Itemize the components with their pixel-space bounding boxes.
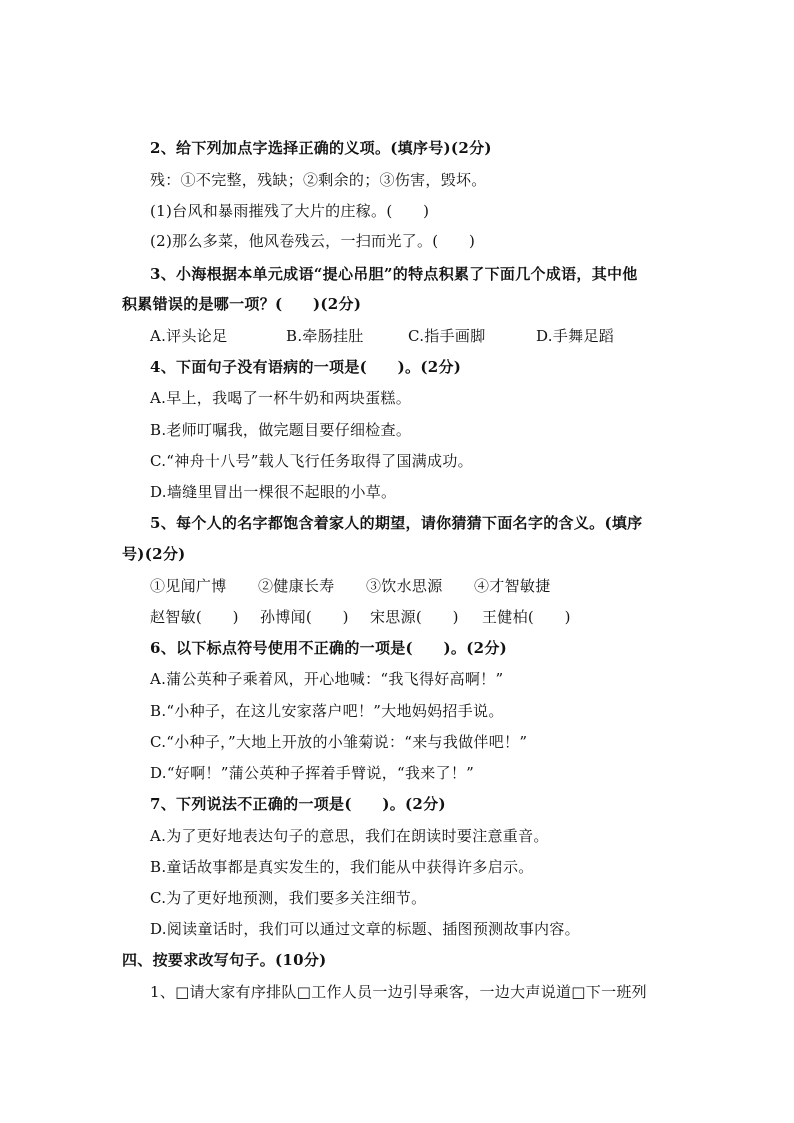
q6-option-d: D.“好啊！”蒲公英种子挥着手臂说，“我来了！” — [150, 764, 475, 782]
q5-title-line2: 号)(2分) — [122, 545, 186, 563]
q3-options — [150, 326, 614, 346]
q2-title: 2、给下列加点字选择正确的义项。(填序号)(2分) — [150, 139, 492, 157]
q5-names — [150, 607, 571, 627]
q2-sentence-2: (2)那么多菜，他风卷残云，一扫而光了。( ) — [150, 232, 476, 250]
q5-name-1: 赵智敏( ) — [150, 608, 239, 626]
q3-option-b: B.牵肠挂肚 — [286, 327, 364, 345]
q3-option-d: D.手舞足蹈 — [536, 327, 615, 345]
q7-option-c: C.为了更好地预测，我们要多关注细节。 — [150, 889, 427, 907]
q7-option-a: A.为了更好地表达句子的意思，我们在朗读时要注意重音。 — [150, 827, 549, 845]
q4-option-c: C.“神舟十八号”载人飞行任务取得了国满成功。 — [150, 452, 473, 470]
q5-meaning-4: ④才智敏捷 — [474, 577, 551, 595]
q3-title-line1: 3、小海根据本单元成语“提心吊胆”的特点积累了下面几个成语，其中他 — [150, 265, 638, 283]
section-4-title: 四、按要求改写句子。(10分) — [122, 951, 327, 969]
q4-title: 4、下面句子没有语病的一项是( )。(2分) — [150, 358, 462, 376]
q5-name-3: 宋思源( ) — [370, 608, 459, 626]
q6-option-a: A.蒲公英种子乘着风，开心地喊：“我飞得好高啊！” — [150, 670, 504, 688]
q2-sentence-1: (1)台风和暴雨摧残了大片的庄稼。( ) — [150, 202, 430, 220]
q7-option-b: B.童话故事都是真实发生的，我们能从中获得许多启示。 — [150, 858, 534, 876]
q7-option-d: D.阅读童话时，我们可以通过文章的标题、插图预测故事内容。 — [150, 920, 580, 938]
q2-definition: 残：①不完整，残缺；②剩余的；③伤害，毁坏。 — [150, 171, 487, 189]
q4-option-b: B.老师叮嘱我，做完题目要仔细检查。 — [150, 421, 412, 439]
q3-option-c: C.指手画脚 — [408, 327, 486, 345]
q6-option-c: C.“小种子，”大地上开放的小雏菊说：“来与我做伴吧！” — [150, 733, 528, 751]
q5-name-4: 王健柏( ) — [482, 608, 571, 626]
q5-meanings — [150, 576, 551, 596]
q5-name-2: 孙博闻( ) — [260, 608, 349, 626]
q5-meaning-3: ③饮水思源 — [366, 577, 443, 595]
q7-title: 7、下列说法不正确的一项是( )。(2分) — [150, 795, 446, 813]
q6-option-b: B.“小种子，在这儿安家落户吧！”大地妈妈招手说。 — [150, 702, 504, 720]
q5-meaning-1: ①见闻广博 — [150, 577, 227, 595]
q4-option-a: A.早上，我喝了一杯牛奶和两块蛋糕。 — [150, 389, 412, 407]
q3-title-line2: 积累错误的是哪一项？( )(2分) — [122, 295, 362, 313]
q6-title: 6、以下标点符号使用不正确的一项是( )。(2分) — [150, 639, 508, 657]
q3-option-a: A.评头论足 — [150, 327, 228, 345]
q5-meaning-2: ②健康长寿 — [258, 577, 335, 595]
section-4-q1: 1、□请大家有序排队□工作人员一边引导乘客，一边大声说道□下一班列 — [150, 983, 647, 1001]
q5-title-line1: 5、每个人的名字都饱含着家人的期望，请你猜猜下面名字的含义。(填序 — [150, 514, 643, 532]
q4-option-d: D.墙缝里冒出一棵很不起眼的小草。 — [150, 483, 397, 501]
